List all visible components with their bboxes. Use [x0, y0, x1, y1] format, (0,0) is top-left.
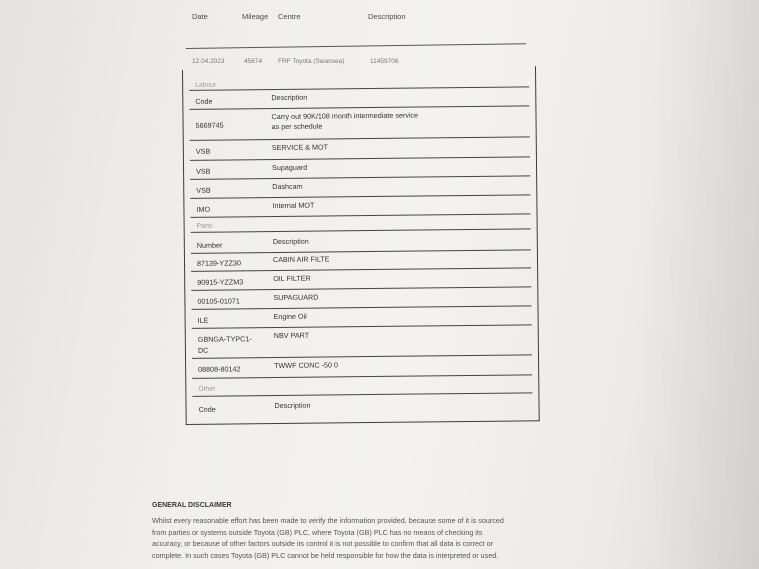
row-description: OIL FILTER	[273, 273, 311, 284]
table-row	[192, 355, 532, 379]
disclaimer-line: complete. In such cases Toyota (GB) PLC cannot be held responsible for how the data is interpreted or used.	[152, 550, 499, 560]
row-description: Carry out 90K/108 month intermediate service	[271, 110, 419, 122]
section-parts-title: Parts	[196, 222, 213, 230]
record-reference: 11459706	[370, 58, 399, 65]
disclaimer-line: from parties or systems outside Toyota (GB) PLC, where Toyota (GB) PLC has no means of checking its	[152, 527, 483, 537]
row-code: 5669745	[195, 120, 224, 130]
header-description-label: Description	[368, 12, 406, 21]
row-code: GBNGA-TYPC1-	[197, 334, 252, 344]
row-code: VSB	[196, 166, 211, 176]
row-code: VSB	[195, 146, 211, 156]
row-description: Dashcam	[272, 181, 303, 192]
row-code-continued: DC	[197, 345, 209, 355]
row-description: SERVICE & MOT	[271, 142, 329, 153]
disclaimer-title: GENERAL DISCLAIMER	[152, 502, 232, 509]
row-description: Supaguard	[271, 162, 308, 173]
row-description: Internal MOT	[272, 200, 315, 211]
row-code: 00105-01071	[197, 296, 240, 306]
general-disclaimer	[152, 502, 572, 561]
row-code: IMO	[196, 204, 211, 214]
labour-col-code: Code	[195, 96, 213, 106]
parts-col-number: Number	[196, 240, 223, 250]
header-centre-label: Centre	[278, 12, 301, 21]
row-description: Engine Oil	[273, 311, 307, 322]
disclaimer-line: Whilst every reasonable effort has been made to verify the information provided, because some of it is sourced	[152, 516, 504, 525]
header-date-label: Date	[192, 12, 208, 21]
header-mileage-label: Mileage	[242, 12, 269, 21]
row-code: 08808-80142	[198, 364, 241, 374]
other-header-row	[192, 392, 532, 417]
disclaimer-line: accuracy, or because of other factors outside its control it is not possible to confirm that all data is correct or	[152, 539, 494, 548]
table-row	[192, 325, 532, 359]
labour-col-description: Description	[271, 92, 308, 103]
record-centre: FRF Toyota (Swansea)	[278, 58, 345, 65]
row-code: 90915-YZZM3	[197, 277, 244, 287]
table-row	[189, 105, 529, 141]
row-code: ILE	[197, 315, 209, 325]
record-date: 12.04.2023	[192, 58, 225, 65]
row-description: SUPAGUARD	[273, 292, 319, 303]
other-col-description: Description	[274, 400, 311, 411]
section-labour-title: Labour	[195, 81, 217, 89]
row-description: CABIN AIR FILTE	[272, 254, 330, 265]
service-record-table	[182, 66, 540, 425]
section-other-title: Other	[198, 385, 216, 393]
row-description-continued: as per schedule	[271, 121, 323, 132]
row-description: NBV PART	[273, 330, 310, 341]
row-description: TWWF CONC -50 0	[274, 360, 339, 371]
parts-col-description: Description	[272, 236, 309, 247]
other-col-code: Code	[198, 404, 216, 414]
paper-shadow	[639, 0, 759, 569]
row-code: 87139-YZZ30	[196, 258, 242, 268]
record-mileage: 45674	[244, 58, 263, 65]
table-row	[190, 195, 530, 218]
row-code: VSB	[196, 185, 211, 195]
